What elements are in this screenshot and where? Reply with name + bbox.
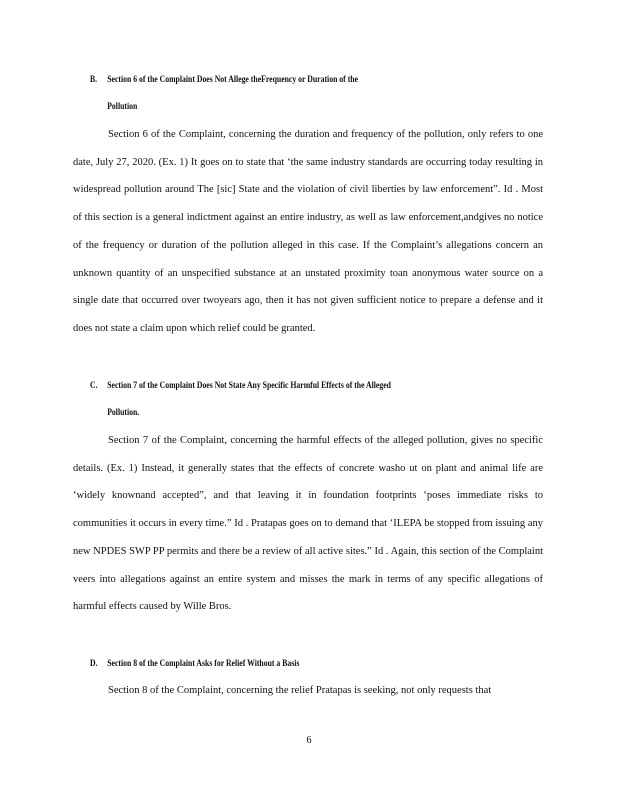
section-d-body: Section 8 of the Complaint, concerning the relief Pratapas is seeking, not only requests that xyxy=(108,685,492,696)
section-c-body: Section 7 of the Complaint, concerning the harmful effects of the alleged pollution, gives no specific details. (Ex. 1) Instead, it generally states that the effects of concrete washo ut on plant and animal life are ‘widely knownand accepted”, and that leaving it in foundation footprints ‘poses immediate risks to communities it occurs in every time.” Id . Pratapas goes on to demand that ‘ILEPA be stopped from issuing any new NPDES SWP PP permits and there be a review of all active sites.” Id . Again, this section of the Complaint veers into allegations against an entire system and misses the mark in terms of any specific allegations of harmful effects caused by Wille Bros. xyxy=(73,435,543,613)
section-heading-line1: Section 6 of the Complaint Does Not Allege theFrequency or Duration of the xyxy=(107,74,359,84)
section-heading-line1: Section 7 of the Complaint Does Not State Any Specific Harmful Effects of the Alleged xyxy=(107,380,391,390)
section-letter: B. xyxy=(90,74,98,84)
section-heading-line2: Pollution. xyxy=(107,407,140,417)
section-b-body: Section 6 of the Complaint, concerning the duration and frequency of the pollution, only refers to one date, July 27, 2020. (Ex. 1) It goes on to state that ‘the same industry standards are occurring today resulting in widespread pollution around The [sic] State and the violation of civil liberties by law enforcement”. Id . Most of this section is a general indictment against an entire industry, as well as law enforcement,andgives no notice of the frequency or duration of the pollution alleged in this case. If the Complaint’s allegations concern an unknown quantity of an unspecified substance at an unstated proximity toan anonymous water source on a single date that occurred over twoyears ago, then it has not given sufficient notice to prepare a defense and it does not state a claim upon which relief could be granted. xyxy=(73,129,543,334)
section-heading-line2: Pollution xyxy=(107,101,138,111)
page-number: 6 xyxy=(306,735,312,746)
section-letter: D. xyxy=(90,658,98,668)
section-heading-line1: Section 8 of the Complaint Asks for Relief Without a Basis xyxy=(107,658,300,668)
section-letter: C. xyxy=(90,380,98,390)
